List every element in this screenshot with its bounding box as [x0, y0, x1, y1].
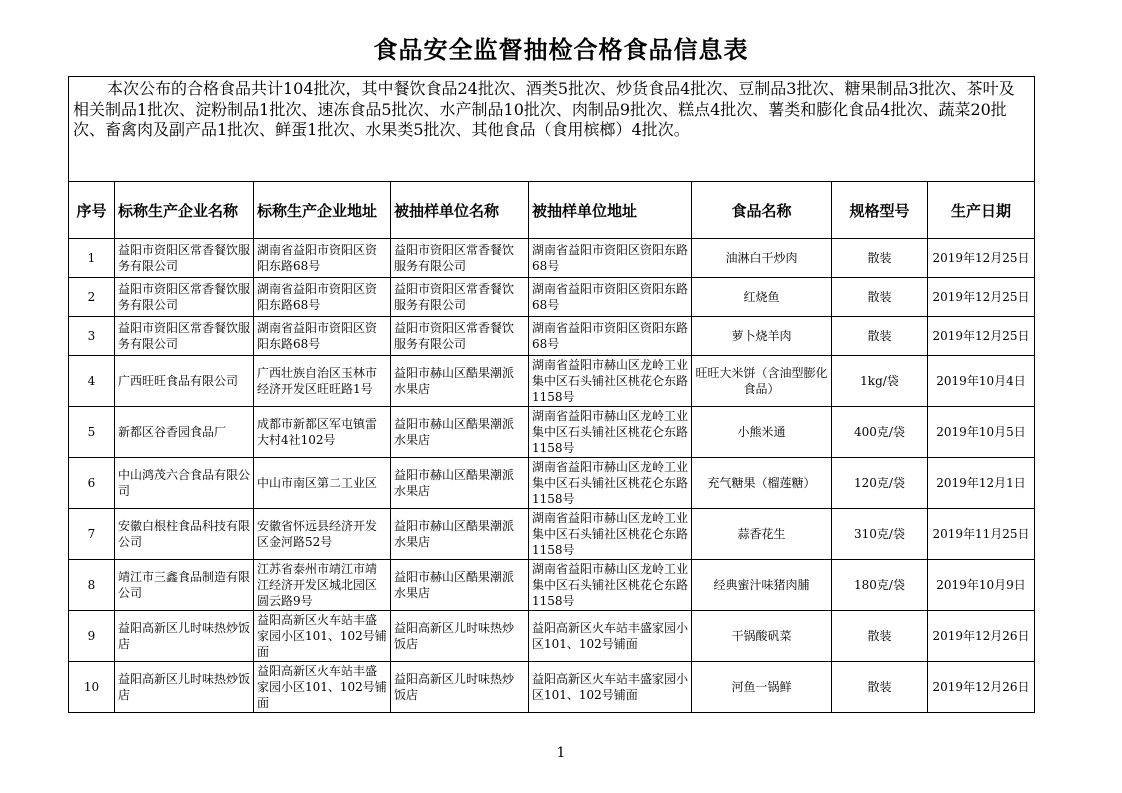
table-row [69, 611, 1035, 662]
header-sampled-unit-address: 被抽样单位地址 [529, 182, 692, 239]
header-food-name: 食品名称 [692, 182, 832, 239]
cell-production-date: 2019年12月25日 [928, 317, 1035, 356]
cell-sampled-unit-address: 湖南省益阳市赫山区龙岭工业集中区石头铺社区桃花仑东路1158号 [529, 356, 692, 407]
cell-spec: 1kg/袋 [832, 356, 928, 407]
cell-food-name: 干锅酸矾菜 [692, 611, 832, 662]
cell-producer-name: 益阳高新区儿时味热炒饭店 [115, 611, 254, 662]
cell-food-name: 小熊米通 [692, 407, 832, 458]
cell-index: 5 [69, 407, 115, 458]
table-row [69, 509, 1035, 560]
cell-sampled-unit-name: 益阳市资阳区常香餐饮服务有限公司 [391, 317, 529, 356]
cell-spec: 310克/袋 [832, 509, 928, 560]
cell-sampled-unit-address: 湖南省益阳市赫山区龙岭工业集中区石头铺社区桃花仑东路1158号 [529, 560, 692, 611]
cell-index: 8 [69, 560, 115, 611]
table-row [69, 458, 1035, 509]
cell-producer-name: 新都区谷香园食品厂 [115, 407, 254, 458]
cell-food-name: 红烧鱼 [692, 278, 832, 317]
cell-sampled-unit-address: 湖南省益阳市赫山区龙岭工业集中区石头铺社区桃花仑东路1158号 [529, 407, 692, 458]
header-row [69, 182, 1035, 239]
header-producer-name: 标称生产企业名称 [115, 182, 254, 239]
summary-text: 本次公布的合格食品共计104批次，其中餐饮食品24批次、酒类5批次、炒货食品4批次、豆制品3批次、糖果制品3批次、茶叶及相关制品1批次、淀粉制品1批次、速冻食品5批次、水产制品10批次、肉制品9批次、糕点4批次、薯类和膨化食品4批次、蔬菜20批次、畜禽肉及副产品1批次、鲜蛋1批次、水果类5批次、其他食品（食用槟榔）4批次。 [69, 77, 1035, 182]
cell-producer-address: 安徽省怀远县经济开发区金河路52号 [254, 509, 391, 560]
cell-producer-address: 中山市南区第二工业区 [254, 458, 391, 509]
cell-producer-address: 湖南省益阳市资阳区资阳东路68号 [254, 239, 391, 278]
cell-index: 10 [69, 662, 115, 713]
cell-index: 2 [69, 278, 115, 317]
cell-sampled-unit-name: 益阳市赫山区酷果潮派水果店 [391, 356, 529, 407]
cell-producer-name: 中山鸿茂六合食品有限公司 [115, 458, 254, 509]
cell-production-date: 2019年12月1日 [928, 458, 1035, 509]
header-production-date: 生产日期 [928, 182, 1035, 239]
cell-production-date: 2019年10月9日 [928, 560, 1035, 611]
cell-sampled-unit-address: 湖南省益阳市资阳区资阳东路68号 [529, 278, 692, 317]
cell-index: 3 [69, 317, 115, 356]
cell-production-date: 2019年11月25日 [928, 509, 1035, 560]
cell-producer-name: 广西旺旺食品有限公司 [115, 356, 254, 407]
cell-sampled-unit-address: 湖南省益阳市赫山区龙岭工业集中区石头铺社区桃花仑东路1158号 [529, 509, 692, 560]
cell-spec: 120克/袋 [832, 458, 928, 509]
cell-food-name: 旺旺大米饼（含油型膨化食品） [692, 356, 832, 407]
cell-index: 4 [69, 356, 115, 407]
header-index: 序号 [69, 182, 115, 239]
cell-index: 1 [69, 239, 115, 278]
table-row [69, 317, 1035, 356]
table-row [69, 662, 1035, 713]
cell-sampled-unit-address: 湖南省益阳市资阳区资阳东路68号 [529, 317, 692, 356]
cell-production-date: 2019年12月25日 [928, 278, 1035, 317]
cell-spec: 180克/袋 [832, 560, 928, 611]
cell-sampled-unit-name: 益阳市赫山区酷果潮派水果店 [391, 560, 529, 611]
table-row [69, 239, 1035, 278]
table-row [69, 278, 1035, 317]
cell-food-name: 充气糖果（榴莲糖） [692, 458, 832, 509]
cell-producer-address: 湖南省益阳市资阳区资阳东路68号 [254, 317, 391, 356]
cell-sampled-unit-name: 益阳市资阳区常香餐饮服务有限公司 [391, 239, 529, 278]
cell-producer-address: 湖南省益阳市资阳区资阳东路68号 [254, 278, 391, 317]
cell-producer-address: 益阳高新区火车站丰盛家园小区101、102号铺面 [254, 611, 391, 662]
cell-food-name: 蒜香花生 [692, 509, 832, 560]
cell-sampled-unit-name: 益阳市资阳区常香餐饮服务有限公司 [391, 278, 529, 317]
cell-sampled-unit-address: 益阳高新区火车站丰盛家园小区101、102号铺面 [529, 611, 692, 662]
cell-producer-name: 益阳市资阳区常香餐饮服务有限公司 [115, 239, 254, 278]
cell-producer-address: 广西壮族自治区玉林市经济开发区旺旺路1号 [254, 356, 391, 407]
table-row [69, 560, 1035, 611]
cell-sampled-unit-name: 益阳市赫山区酷果潮派水果店 [391, 458, 529, 509]
cell-food-name: 河鱼一锅鲜 [692, 662, 832, 713]
cell-producer-name: 益阳市资阳区常香餐饮服务有限公司 [115, 317, 254, 356]
cell-spec: 散装 [832, 317, 928, 356]
table-row [69, 407, 1035, 458]
page-number: 1 [556, 745, 566, 761]
cell-spec: 散装 [832, 611, 928, 662]
page-title: 食品安全监督抽检合格食品信息表 [373, 35, 749, 64]
cell-spec: 散装 [832, 278, 928, 317]
cell-spec: 400克/袋 [832, 407, 928, 458]
cell-producer-address: 江苏省泰州市靖江市靖江经济开发区城北园区圆云路9号 [254, 560, 391, 611]
cell-producer-name: 益阳市资阳区常香餐饮服务有限公司 [115, 278, 254, 317]
cell-food-name: 萝卜烧羊肉 [692, 317, 832, 356]
header-producer-address: 标称生产企业地址 [254, 182, 391, 239]
cell-producer-address: 成都市新都区军屯镇雷大村4社102号 [254, 407, 391, 458]
cell-sampled-unit-address: 益阳高新区火车站丰盛家园小区101、102号铺面 [529, 662, 692, 713]
cell-producer-name: 益阳高新区儿时味热炒饭店 [115, 662, 254, 713]
cell-sampled-unit-address: 湖南省益阳市赫山区龙岭工业集中区石头铺社区桃花仑东路1158号 [529, 458, 692, 509]
cell-spec: 散装 [832, 662, 928, 713]
cell-producer-name: 安徽白根柱食品科技有限公司 [115, 509, 254, 560]
cell-production-date: 2019年10月4日 [928, 356, 1035, 407]
cell-sampled-unit-name: 益阳高新区儿时味热炒饭店 [391, 611, 529, 662]
cell-index: 9 [69, 611, 115, 662]
cell-production-date: 2019年10月5日 [928, 407, 1035, 458]
cell-index: 6 [69, 458, 115, 509]
cell-food-name: 油淋白干炒肉 [692, 239, 832, 278]
header-sampled-unit-name: 被抽样单位名称 [391, 182, 529, 239]
cell-production-date: 2019年12月26日 [928, 662, 1035, 713]
cell-sampled-unit-address: 湖南省益阳市资阳区资阳东路68号 [529, 239, 692, 278]
cell-production-date: 2019年12月26日 [928, 611, 1035, 662]
cell-sampled-unit-name: 益阳市赫山区酷果潮派水果店 [391, 509, 529, 560]
cell-index: 7 [69, 509, 115, 560]
cell-sampled-unit-name: 益阳高新区儿时味热炒饭店 [391, 662, 529, 713]
table-row [69, 356, 1035, 407]
cell-producer-name: 靖江市三鑫食品制造有限公司 [115, 560, 254, 611]
cell-spec: 散装 [832, 239, 928, 278]
cell-food-name: 经典蜜汁味猪肉脯 [692, 560, 832, 611]
cell-producer-address: 益阳高新区火车站丰盛家园小区101、102号铺面 [254, 662, 391, 713]
cell-sampled-unit-name: 益阳市赫山区酷果潮派水果店 [391, 407, 529, 458]
food-inspection-table [68, 76, 1035, 713]
header-spec: 规格型号 [832, 182, 928, 239]
cell-production-date: 2019年12月25日 [928, 239, 1035, 278]
